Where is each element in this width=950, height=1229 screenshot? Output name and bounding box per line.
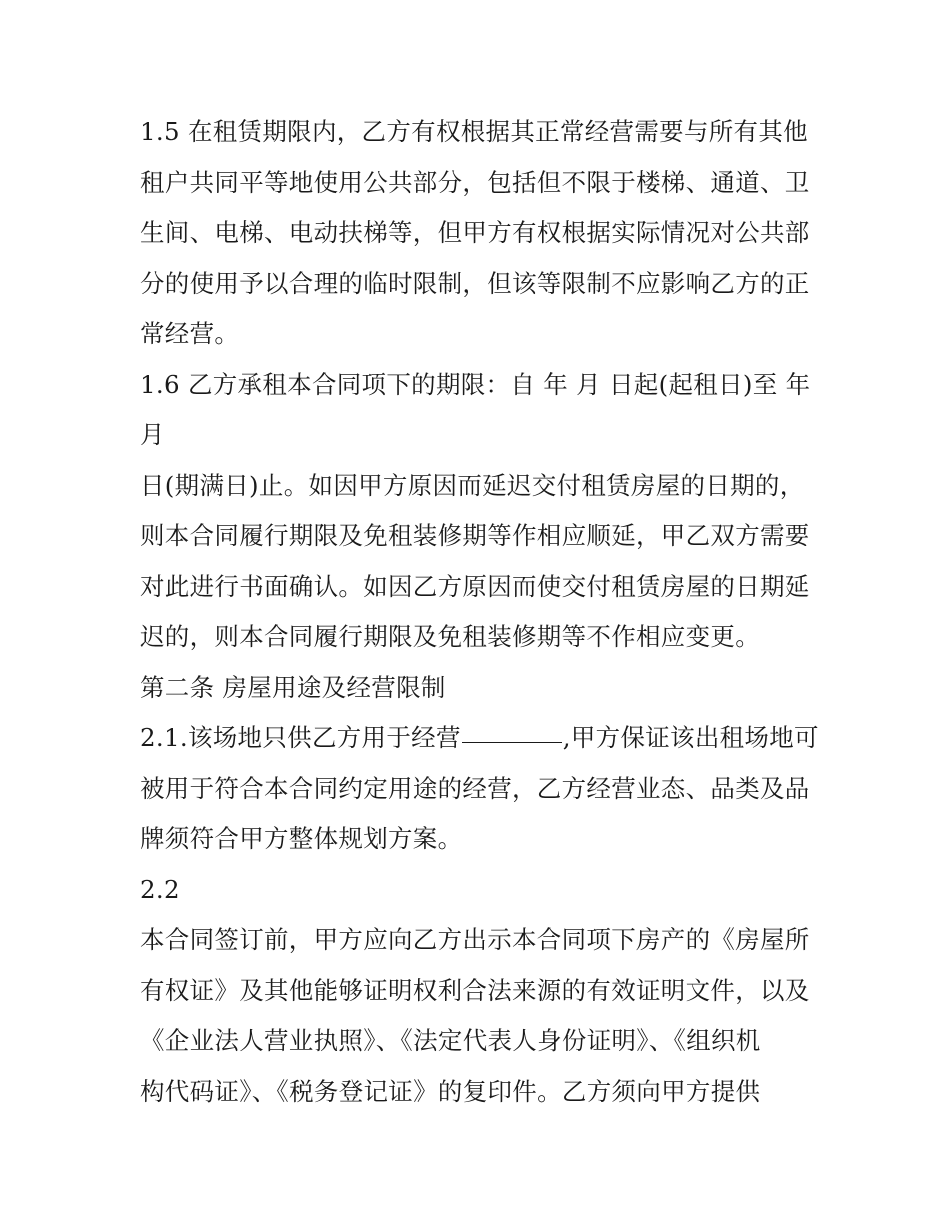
text-line: 本合同签订前，甲方应向乙方出示本合同项下房产的《房屋所 [140,925,810,954]
text-line: 1.6 乙方承租本合同项下的期限：自 年 月 日起(起租日)至 年 [140,369,811,399]
text-line: 租户共同平等地使用公共部分，包括但不限于楼梯、通道、卫 [140,167,810,197]
text-line: 迟的，则本合同履行期限及免租装修期等不作相应变更。 [140,622,760,651]
text-line: 分的使用予以合理的临时限制，但该等限制不应影响乙方的正 [140,268,810,298]
clause-2-1-line [140,713,830,764]
text-line: 1.5 在租赁期限内，乙方有权根据其正常经营需要与所有其他 [140,117,808,146]
clause-number: 2.2 [140,874,180,904]
text-line: 对此进行书面确认。如因乙方原因而使交付租赁房屋的日期延 [140,571,810,601]
text-line: 有权证》及其他能够证明权利合法来源的有效证明文件，以及 [140,975,810,1005]
text-line: 生间、电梯、电动扶梯等，但甲方有权根据实际情况对公共部 [140,218,810,247]
text-line: 牌须符合甲方整体规划方案。 [140,824,463,853]
text-line: 常经营。 [140,319,240,348]
text-line: 被用于符合本合同约定用途的经营，乙方经营业态、品类及品 [140,773,810,803]
clause-2-1-text: 2.1.该场地只供乙方用于经营 [140,723,461,752]
text-line: 则本合同履行期限及免租装修期等作相应顺延，甲乙双方需要 [140,521,810,550]
text-line: 月 [140,420,165,449]
section-heading: 第二条 房屋用途及经营限制 [140,672,446,702]
text-line: 构代码证》、《税务登记证》的复印件。乙方须向甲方提供 [140,1076,761,1106]
text-line: 日(期满日)止。如因甲方原因而延迟交付租赁房屋的日期的， [140,470,805,500]
text-line: 《企业法人营业执照》、《法定代表人身份证明》、《组织机 [140,1026,761,1055]
document-page [140,107,830,1117]
fill-in-blank [462,742,562,743]
clause-2-1-text-continued: ,甲方保证该出租场地可 [562,723,819,752]
